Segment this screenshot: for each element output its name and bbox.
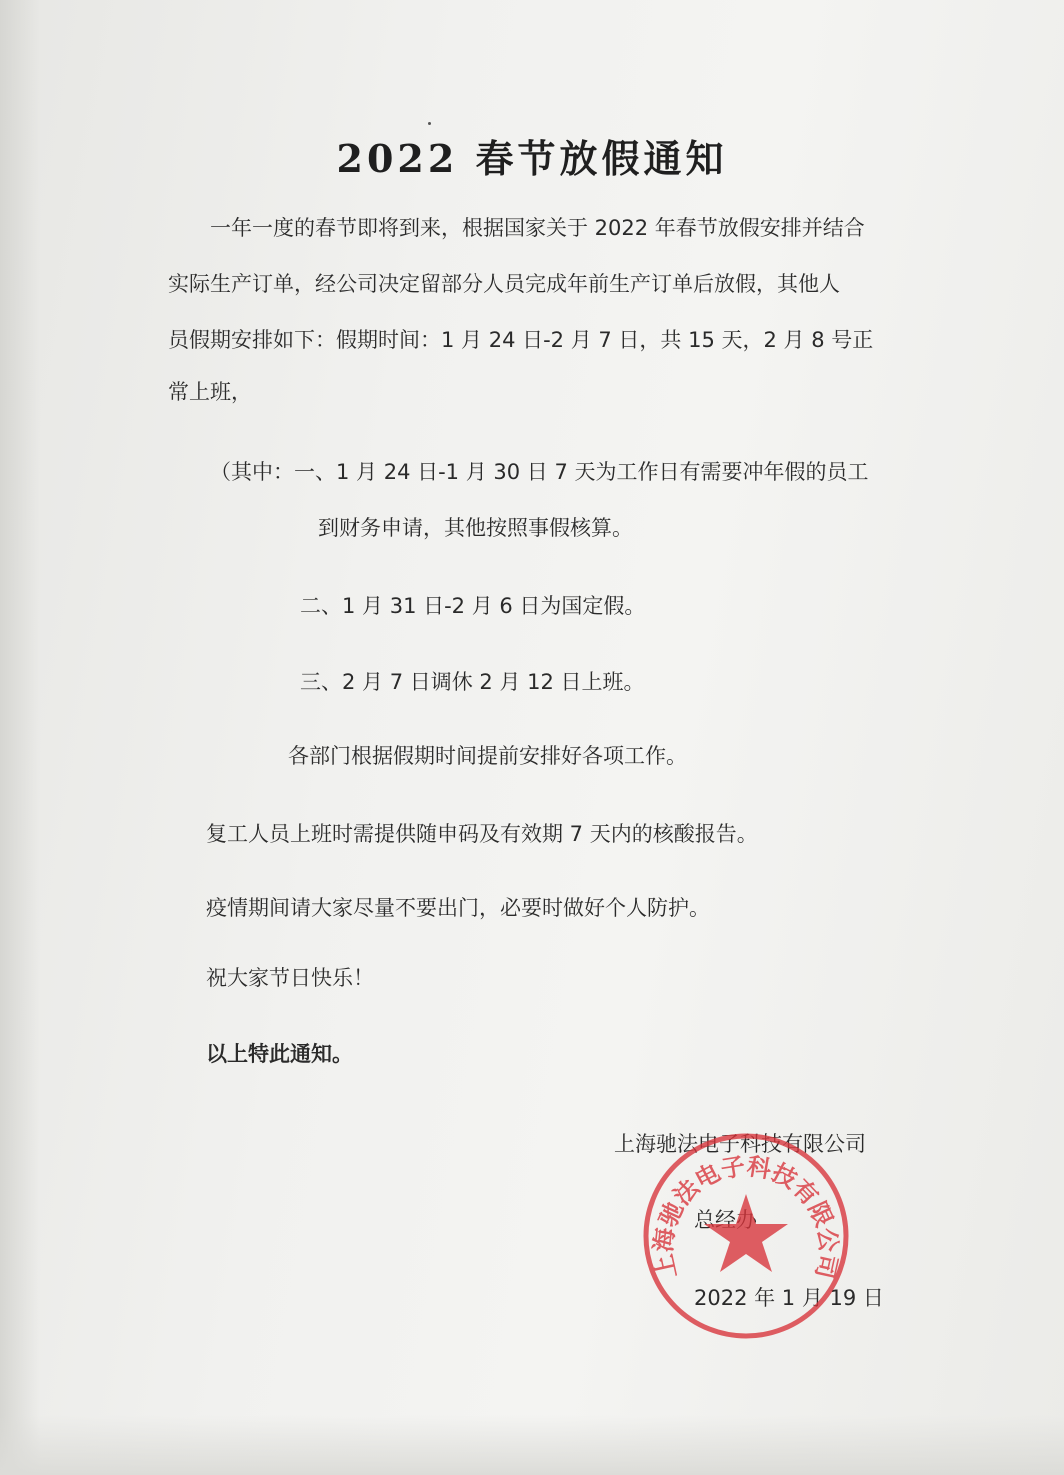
item-3: 三、2 月 7 日调休 2 月 12 日上班。: [300, 670, 645, 694]
notice-title: 2022 春节放假通知: [336, 136, 728, 181]
signature-company: 上海驰法电子科技有限公司: [614, 1132, 866, 1156]
paper-shadow-left: [0, 0, 40, 1475]
paper-shadow-bottom: [0, 1415, 1064, 1475]
epidemic-note: 疫情期间请大家尽量不要出门，必要时做好个人防护。: [206, 896, 710, 920]
item-1-line-2: 到财务申请，其他按照事假核算。: [318, 516, 633, 540]
item-2: 二、1 月 31 日-2 月 6 日为国定假。: [300, 594, 646, 618]
company-seal: [638, 1128, 854, 1344]
paragraph-line-3: 员假期安排如下：假期时间：1 月 24 日-2 月 7 日，共 15 天，2 月 8 号正: [168, 328, 874, 352]
paragraph-line-1: 一年一度的春节即将到来，根据国家关于 2022 年春节放假安排并结合: [210, 216, 865, 240]
seal-text-path: 上海驰法电子科技有限公司: [649, 1152, 843, 1282]
paper-speck: [428, 122, 431, 125]
signature-department: 总经办: [694, 1208, 757, 1232]
signature-date: 2022 年 1 月 19 日: [694, 1286, 884, 1310]
paragraph-line-2: 实际生产订单，经公司决定留部分人员完成年前生产订单后放假，其他人: [168, 272, 840, 296]
item-1-line-1: （其中：一、1 月 24 日-1 月 30 日 7 天为工作日有需要冲年假的员工: [210, 460, 869, 484]
closing-statement: 以上特此通知。: [206, 1042, 353, 1066]
return-to-work-note: 复工人员上班时需提供随申码及有效期 7 天内的核酸报告。: [206, 822, 758, 846]
seal-star-icon: [704, 1194, 788, 1272]
greeting: 祝大家节日快乐！: [206, 966, 374, 990]
department-note: 各部门根据假期时间提前安排好各项工作。: [288, 744, 687, 768]
paragraph-line-4: 常上班，: [168, 380, 252, 404]
